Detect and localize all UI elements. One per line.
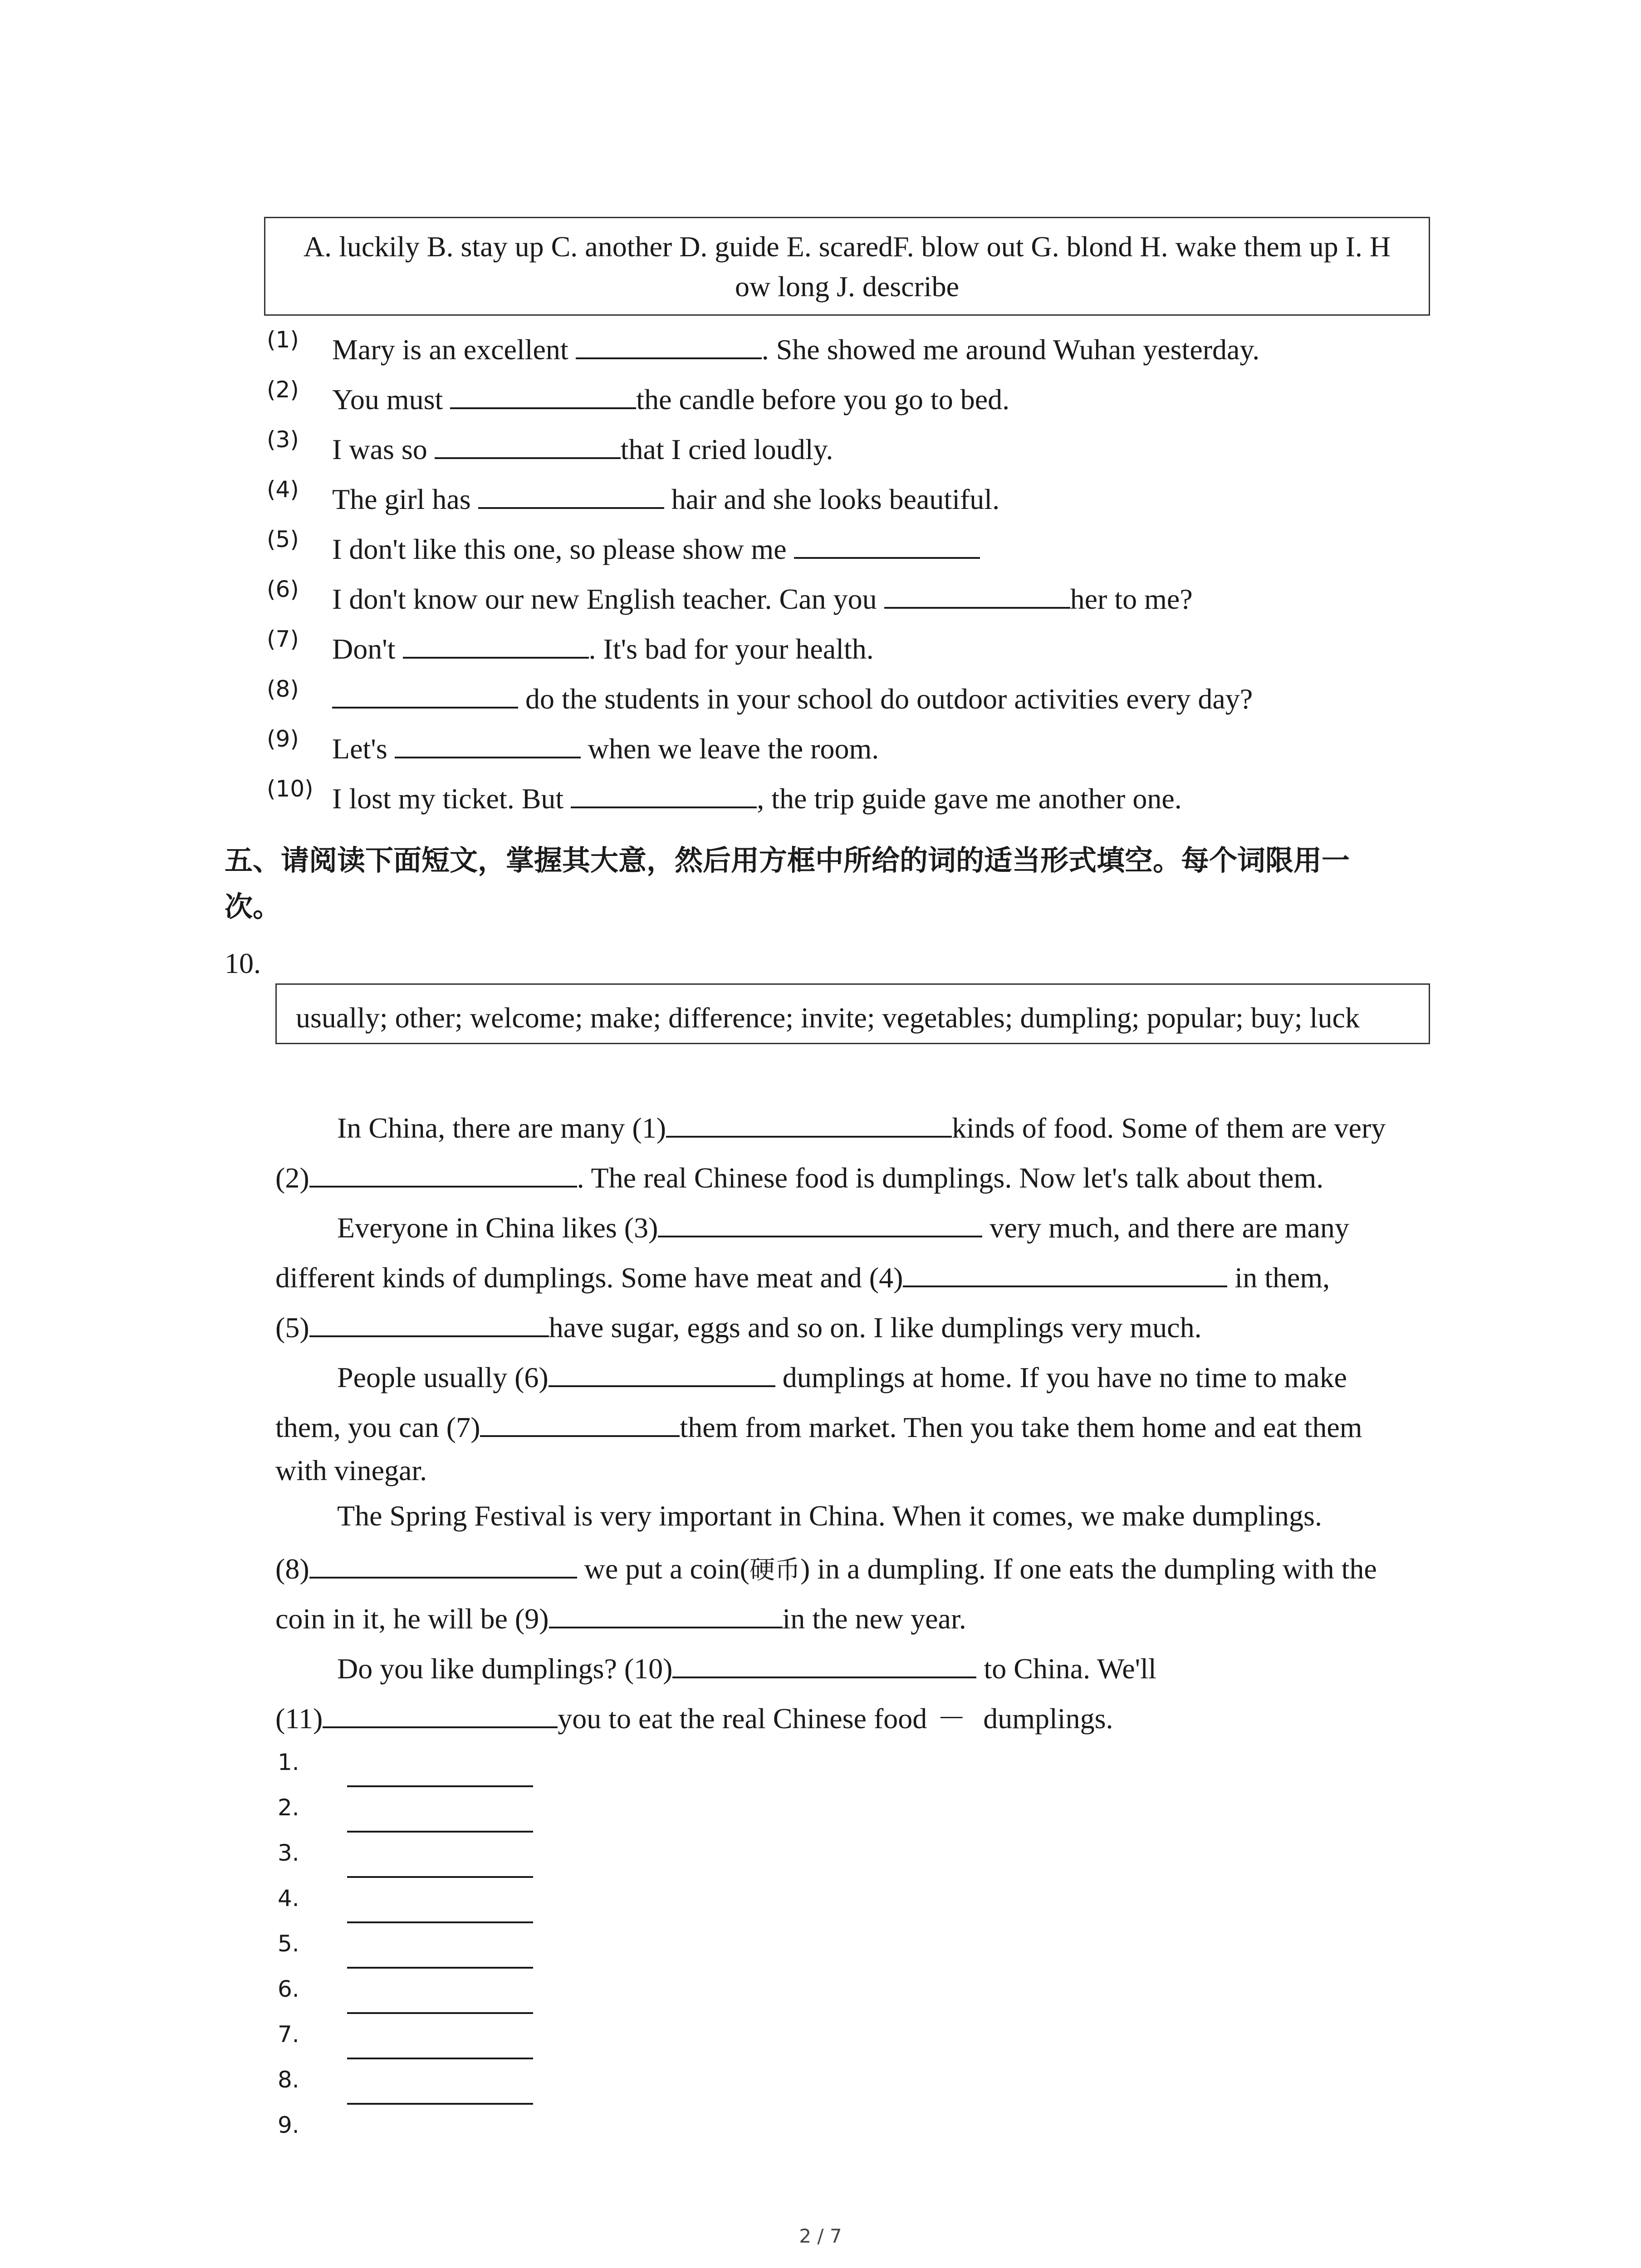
- section-heading-line-2: 次。: [225, 890, 281, 923]
- passage-line: (5) have sugar, eggs and so on. I like dumplings very much.: [275, 1310, 1202, 1342]
- answer-line[interactable]: [347, 1851, 533, 1878]
- answer-line[interactable]: [347, 1896, 533, 1923]
- answer-blank[interactable]: [666, 1110, 952, 1138]
- answer-number: 7.: [278, 2021, 299, 2048]
- item-number: (2): [267, 376, 299, 403]
- answer-number: 4.: [278, 1885, 299, 1911]
- item-sentence: Mary is an excellent . She showed me around Wuhan yesterday.: [332, 332, 1259, 364]
- item-number: (9): [267, 726, 299, 752]
- answer-blank[interactable]: [450, 382, 636, 409]
- item-sentence: I was so that I cried loudly.: [332, 432, 833, 464]
- item-sentence: I don't know our new English teacher. Can you her to me?: [332, 582, 1193, 614]
- answer-number: 1.: [278, 1749, 299, 1775]
- passage-line: Do you like dumplings? (10) to China. We'll: [337, 1651, 1156, 1683]
- answer-blank[interactable]: [403, 631, 589, 659]
- answer-line[interactable]: [347, 2032, 533, 2059]
- answer-line[interactable]: [347, 1987, 533, 2014]
- answer-number: 8.: [278, 2067, 299, 2093]
- answer-line[interactable]: [347, 2077, 533, 2105]
- passage-line: (2) . The real Chinese food is dumplings. Now let's talk about them.: [275, 1160, 1323, 1193]
- item-number: (8): [267, 676, 299, 702]
- answer-blank[interactable]: [332, 681, 518, 709]
- passage-line: them, you can (7) them from market. Then you take them home and eat them: [275, 1410, 1362, 1442]
- item-sentence: I don't like this one, so please show me: [332, 532, 980, 564]
- answer-blank[interactable]: [658, 1210, 982, 1237]
- item-number: (6): [267, 576, 299, 602]
- answer-number: 5.: [278, 1931, 299, 1957]
- item-number: (4): [267, 476, 299, 503]
- item-sentence: I lost my ticket. But , the trip guide gave me another one.: [332, 781, 1182, 813]
- answer-blank[interactable]: [571, 781, 757, 808]
- answer-blank[interactable]: [323, 1701, 558, 1728]
- answer-blank[interactable]: [549, 1601, 783, 1628]
- passage-line: coin in it, he will be (9) in the new year.: [275, 1601, 966, 1633]
- answer-blank[interactable]: [903, 1260, 1227, 1287]
- answer-line[interactable]: [347, 1941, 533, 1969]
- passage-line: with vinegar.: [275, 1454, 427, 1486]
- answer-blank[interactable]: [309, 1160, 577, 1188]
- answer-number: 3.: [278, 1840, 299, 1866]
- page-number: 2 / 7: [799, 2225, 842, 2247]
- word-box-2-text: usually; other; welcome; make; difference; invite; vegetables; dumpling; popular; buy; luck: [296, 1002, 1360, 1034]
- item-sentence: Let's when we leave the room.: [332, 731, 879, 763]
- answer-blank[interactable]: [309, 1310, 549, 1337]
- answer-blank[interactable]: [549, 1360, 775, 1387]
- item-number: (3): [267, 426, 299, 453]
- answer-line[interactable]: [347, 1760, 533, 1787]
- answer-blank[interactable]: [435, 432, 621, 459]
- answer-blank[interactable]: [884, 582, 1070, 609]
- answer-blank[interactable]: [480, 1410, 680, 1437]
- answer-blank[interactable]: [672, 1651, 976, 1678]
- item-number: (1): [267, 327, 299, 353]
- passage-line: (8) we put a coin(硬币) in a dumpling. If one eats the dumpling with the: [275, 1551, 1377, 1584]
- answer-number: 6.: [278, 1976, 299, 2002]
- item-sentence: You must the candle before you go to bed.: [332, 382, 1009, 414]
- answer-blank[interactable]: [395, 731, 581, 758]
- answer-number: 9.: [278, 2112, 299, 2138]
- item-number: (7): [267, 626, 299, 652]
- word-box-1-line-1: A. luckily B. stay up C. another D. guide E. scaredF. blow out G. blond H. wake them up I. H: [303, 230, 1391, 263]
- item-number: (5): [267, 526, 299, 552]
- word-box-1-line-2: ow long J. describe: [735, 270, 960, 303]
- answer-line[interactable]: [347, 1805, 533, 1833]
- passage-line: In China, there are many (1) kinds of food. Some of them are very: [337, 1110, 1386, 1143]
- answer-number: 2.: [278, 1794, 299, 1821]
- answer-blank[interactable]: [576, 332, 762, 359]
- item-sentence: The girl has hair and she looks beautiful.: [332, 482, 999, 514]
- passage-line: Everyone in China likes (3) very much, and there are many: [337, 1210, 1349, 1242]
- passage-line: People usually (6) dumplings at home. If you have no time to make: [337, 1360, 1347, 1392]
- answer-blank[interactable]: [794, 532, 980, 559]
- item-sentence: Don't . It's bad for your health.: [332, 631, 874, 664]
- answer-blank[interactable]: [478, 482, 664, 509]
- item-sentence: do the students in your school do outdoor activities every day?: [332, 681, 1253, 714]
- passage-line: different kinds of dumplings. Some have meat and (4) in them,: [275, 1260, 1330, 1292]
- section-heading-line-1: 五、请阅读下面短文，掌握其大意，然后用方框中所给的词的适当形式填空。每个词限用一: [225, 844, 1350, 877]
- question-number: 10.: [225, 947, 261, 979]
- answer-blank[interactable]: [309, 1551, 577, 1579]
- item-number: (10): [267, 776, 314, 802]
- passage-line: The Spring Festival is very important in China. When it comes, we make dumplings.: [337, 1500, 1322, 1532]
- passage-line: (11) you to eat the real Chinese food － dumplings.: [275, 1702, 1113, 1735]
